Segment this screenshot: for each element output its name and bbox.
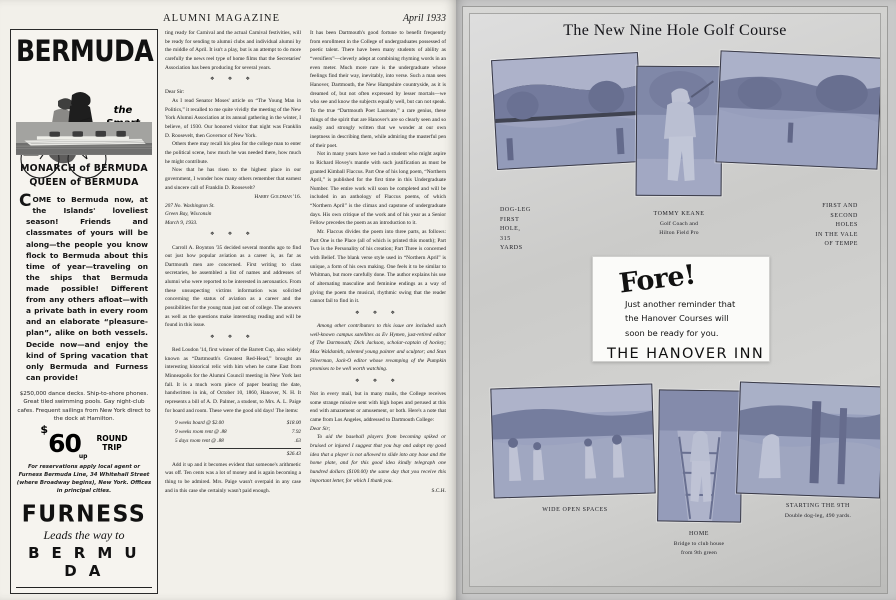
hanover-inn-name: THE HANOVER INN xyxy=(607,346,765,363)
caption-title: HOME xyxy=(688,531,710,537)
bill-row xyxy=(175,419,301,428)
plate-inner-frame xyxy=(469,13,881,587)
caption-starting-the-ninth xyxy=(748,502,881,521)
para-aviation: Carroll A. Boynton '35 decided several months ago to find out just how popular aviation as a career is, as far as Dartmouth men are concerned. First writing to class secretaries, he assembled a list of names and addresses of alumni who were reported to be interested in aeronautics. From these unsuspecting victims information was solicited concerning the status of aviation as a career and the possibilities for the young man just out of college. The answers as well as the questions make interesting reading and will be found in this issue. xyxy=(165,244,301,329)
ad-bottom-rule xyxy=(16,587,152,588)
bill-total: $26.43 xyxy=(209,448,301,459)
running-head xyxy=(163,8,446,24)
ad-frame xyxy=(10,29,158,594)
ship-monarch: MONARCH of BERMUDA xyxy=(20,162,148,174)
caption-sub: Hilton Field Pro xyxy=(659,229,699,236)
vale-scene xyxy=(717,51,881,168)
caption-line: DOG-LEG xyxy=(500,207,531,213)
board-bill-list xyxy=(175,419,301,458)
column-two xyxy=(310,29,446,594)
round-label: ROUND xyxy=(96,433,128,443)
caption-sub: Bridge to club house xyxy=(673,540,725,547)
ocean-liner-photo xyxy=(16,122,152,155)
ornament-divider-4: ❖ ❖ ❖ xyxy=(355,311,401,316)
caption-sub: Double dog-leg, 490 yards. xyxy=(784,512,852,519)
caption-wide-open-spaces xyxy=(510,506,640,516)
golf-photo-plate xyxy=(462,6,888,594)
bill-amount: 7.92 xyxy=(291,429,301,436)
caption-line: 315 xyxy=(500,235,511,242)
magazine-title: ALUMNI MAGAZINE xyxy=(163,13,281,24)
letter-address-1: 207 No. Washington St. xyxy=(165,203,215,209)
caption-line: OF TEMPE xyxy=(824,241,858,248)
hanover-ad-copy xyxy=(625,297,769,341)
ad-amenities-text: $250,000 dance decks. Ship-to-shore phones. Great tiled swimming pools. Gay night-club cafes. Frequent sailings from New York direct to the dock at Hamilton. xyxy=(17,391,151,423)
caption-vale-of-tempe xyxy=(768,202,858,250)
letter-para-2: Others there may recall his plea for the college man to enter the political scene, how much he was needed there, how much he might contribute. xyxy=(165,141,301,165)
mail-salutation: Dear Sir; xyxy=(310,425,331,432)
ad-copy-line: Just another reminder that xyxy=(625,298,736,309)
caption-dog-leg-first-hole xyxy=(500,206,570,254)
tagline-the: the xyxy=(113,105,133,116)
round-trip-label xyxy=(96,434,127,453)
ad-headline: BERMUDA xyxy=(16,33,154,68)
letter-para-3: Now that he has risen to the highest place in our government, I wonder how many others remember that earnest and sincere call of Franklin D. Roosevelt? xyxy=(165,167,301,191)
ship-queen: QUEEN of BERMUDA xyxy=(29,176,139,188)
ornament-divider: ❖ ❖ ❖ xyxy=(210,77,256,83)
para-flaccus-1: Not in many years have we had a student who might aspire to Richard Hovey's mantle with such justification as must be granted Kimball Flaccus. Part One of his long poem, “Northern April,” is published for the first time in this Undergraduate Number. The entire work will soon be completed and will be included in an anthology of Flaccus poems, of which “Northern April” is the climax and capstone of undergraduate days. His own critique of the work and of his year as a Senior Fellow precedes the poem as an introduction to it. xyxy=(310,151,446,227)
photo-starting-the-ninth xyxy=(736,382,881,499)
photo-home-bridge xyxy=(657,389,743,522)
ad-illustration xyxy=(16,71,152,118)
fairway-scene xyxy=(492,53,643,169)
golfer-portrait xyxy=(637,67,722,196)
para-loudon: Red Loudon '14, first winner of the Barrett Cup, also widely known as “Dartmouth's Greatest Red-Head,” brought an interesting historical relic with him when he came East from Minneapolis for the Alumni Council meeting in New York last fall. It is a much worn piece of paper bearing the date, handwritten in ink, of October 10, 1860, Hanover, N. H. It represents a bill of A. D. Palmer, a student, to Mrs. A. L. Paige for board and room. These were the good old days! The items: xyxy=(165,347,301,414)
photo-dog-leg-first-hole xyxy=(491,52,644,170)
photo-vale-of-tempe xyxy=(716,50,881,169)
para-contributors: Among other contributors to this issue are included such well-known campus satellites as Ev Hymen, just-retired editor of The Dartmouth; Dick Jackson, scholar-captain of hockey; Max Waldsmith, talented young painter and sculptor; and Stan Silverman, Jack-O editor whose revamping of the Pumpkin promises to be well worth watching. xyxy=(310,323,446,373)
bill-amount: .63 xyxy=(294,438,301,445)
liner-illustration xyxy=(16,122,152,155)
caption-line: FIRST xyxy=(500,216,520,223)
para-continued: ting ready for Carnival and the actual Carnival festivities, will be ready for sending to alumni clubs and individual alumni by the middle of April. It isn't a play, but is an attempt to do more carefully the news reel type of home films that the Secretaries' Association has been producing for several years. xyxy=(165,30,301,71)
plate-title: The New Nine Hole Golf Course xyxy=(563,22,787,39)
caption-title: STARTING THE 9TH xyxy=(786,503,850,509)
furness-logo: FURNESS xyxy=(21,501,147,528)
ad-copy-line: soon be ready for you. xyxy=(625,327,719,338)
bill-row xyxy=(175,437,301,446)
caption-sub: from 9th green xyxy=(680,549,718,556)
ornament-divider-5: ❖ ❖ ❖ xyxy=(355,379,401,385)
ad-copy-line: the Hanover Courses will xyxy=(625,313,729,324)
para-bill-comment: Add it up and it becomes evident that someone's arithmetic was off. Ten cents was a lot of money and is again becoming a thing to be admired. Mrs. Paige wasn't overpaid in any case and in this case she certainly wasn't paid enough. xyxy=(165,461,301,494)
trip-label: TRIP xyxy=(102,443,122,453)
caption-line: HOLE, xyxy=(500,226,521,233)
letter-salutation: Dear Sir: xyxy=(165,89,185,96)
caption-line: YARDS xyxy=(500,245,523,252)
right-page xyxy=(456,0,896,600)
open-fairway-scene xyxy=(491,385,654,498)
caption-title: WIDE OPEN SPACES xyxy=(542,507,608,513)
mail-signature: S.C.H. xyxy=(431,488,446,495)
bill-amount: $18.00 xyxy=(286,420,301,427)
editorial-columns xyxy=(165,29,446,594)
caption-sub: Golf Coach and xyxy=(659,220,699,227)
ornament-divider-2: ❖ ❖ ❖ xyxy=(210,232,256,238)
issue-date: April 1933 xyxy=(402,13,446,24)
letter-address-2: Green Bay, Wisconsin xyxy=(165,211,212,218)
mail-body: To aid the baseball players from becoming spiked or bruised or injured I suggest that you buy and adopt my good idea that a player is not allowed to slide into any base and the home plate, and for this good idea kindly telegraph one hundred dollars ($100.00) the same day that you receive this important letter, for which I thank you. xyxy=(310,434,446,484)
photo-wide-open-spaces xyxy=(490,383,655,498)
left-page-body xyxy=(10,29,446,594)
price-number: 60 xyxy=(48,428,81,458)
para-strange-mail: Not in every mail, but in many mails, the College receives some strange missive sent with high hopes and perused at this end with amazement or amusement, or both. Here's a note that came from Los Angeles, addressed to Dartmouth College: xyxy=(310,391,446,424)
caption-line: SECOND xyxy=(830,212,858,219)
bill-item: 9 weeks room rent @ .88 xyxy=(175,429,227,436)
column-one xyxy=(165,29,301,594)
caption-home-bridge xyxy=(638,530,760,557)
para-poets: It has been Dartmouth's good fortune to benefit frequently from enrollment in the College of undergraduates possessed of poetic talent. There have been many students of ability as “versifiers”—cleverly adept at combining rhyming words in an even meter. Much more rare is the undergraduate whose feelings find their way, inevitably, into verse. Such a man sees Hanover, Dartmouth, the New Hampshire countryside, as it is dreamed of, but not often expressed by lesser mortals—we who see and know the subjects equally well, but can not speak. To the true “Dartmouth Poet Laureate,” a rare genius, these things of the spirit that are Hanover's are so clearly seen and so easily and strongly written that we wonder at our own ineptness in describing them, while admiring the masterful pen of their poet. xyxy=(310,30,446,149)
hanover-inn-advertisement[interactable] xyxy=(592,256,770,362)
ad-price-block xyxy=(16,422,152,460)
letter-para-1: As I read Senator Moses' article on “The Young Man in Politics,” it recalled to me quite vividly the meeting of the New York Alumni Association at its annual gathering in the winter, I believe, of 1930. Our honored visitor that night was Franklin D. Roosevelt, then Governor of New York. xyxy=(165,98,301,139)
price-up-suffix: up xyxy=(78,452,88,460)
currency-symbol: $ xyxy=(40,422,49,436)
caption-line: IN THE VALE xyxy=(815,231,858,238)
photo-tommy-keane xyxy=(636,66,723,197)
ninth-tee-scene xyxy=(737,383,881,498)
ad-reservations-text: For reservations apply local agent or Furness Bermuda Line, 34 Whitehall Street (where Broadway begins), New York. Offices in principal cities. xyxy=(16,463,152,494)
ad-body-copy xyxy=(19,191,148,383)
letter-date: March 9, 1933. xyxy=(165,219,198,226)
bermuda-advertisement[interactable] xyxy=(10,29,158,594)
bill-item: 9 weeks board @ $2.00 xyxy=(175,420,224,427)
caption-title: TOMMY KEANE xyxy=(653,211,705,217)
ad-dropcap: C xyxy=(19,191,32,212)
bill-item: 5 days room rent @ .88 xyxy=(175,438,224,445)
caption-line: FIRST AND xyxy=(822,203,858,209)
price-amount xyxy=(40,422,89,460)
para-flaccus-2: Mr. Flaccus divides the poem into three parts, as follows: Part One is the Place (all of which is printed this month); Part Two is the Personality of his creation; Part Three is concerned with Belief. The blank verse style used in “Northern April” is unique, a form of his own making. One feels it to be similar to Whitman, but more carefully done. The author explains his use of alternating masculine and feminine endings as a way of giving the poem the musical, rhythmic swing that the reader cannot fail to find in it. xyxy=(310,229,446,305)
ornament-divider-3: ❖ ❖ ❖ xyxy=(210,335,256,341)
fore-headline: Fore! xyxy=(617,259,698,300)
furness-slogan: Leads the way to xyxy=(43,528,125,542)
ad-body-text: OME to Bermuda now, at the Islands' loveliest season! Friends and classmates of yours will be along—the people you know flock to Bermuda about this time of year—traveling on the ships that Bermuda made possible! Different from any others afloat—with a private bath in every room and an elaborate “pleasure-plan”, alike on both vessels. Decide now—and enjoy the kind of Spring vacation that only Bermuda and Furness can provide! xyxy=(26,195,148,382)
caption-tommy-keane xyxy=(620,210,738,237)
furness-bermuda-footer: B E R M U D A xyxy=(28,544,140,580)
letter-signature: Harry Goldman '16. xyxy=(254,194,301,201)
caption-line: HOLES xyxy=(835,222,858,229)
bridge-scene xyxy=(658,390,742,521)
bill-row xyxy=(175,428,301,437)
